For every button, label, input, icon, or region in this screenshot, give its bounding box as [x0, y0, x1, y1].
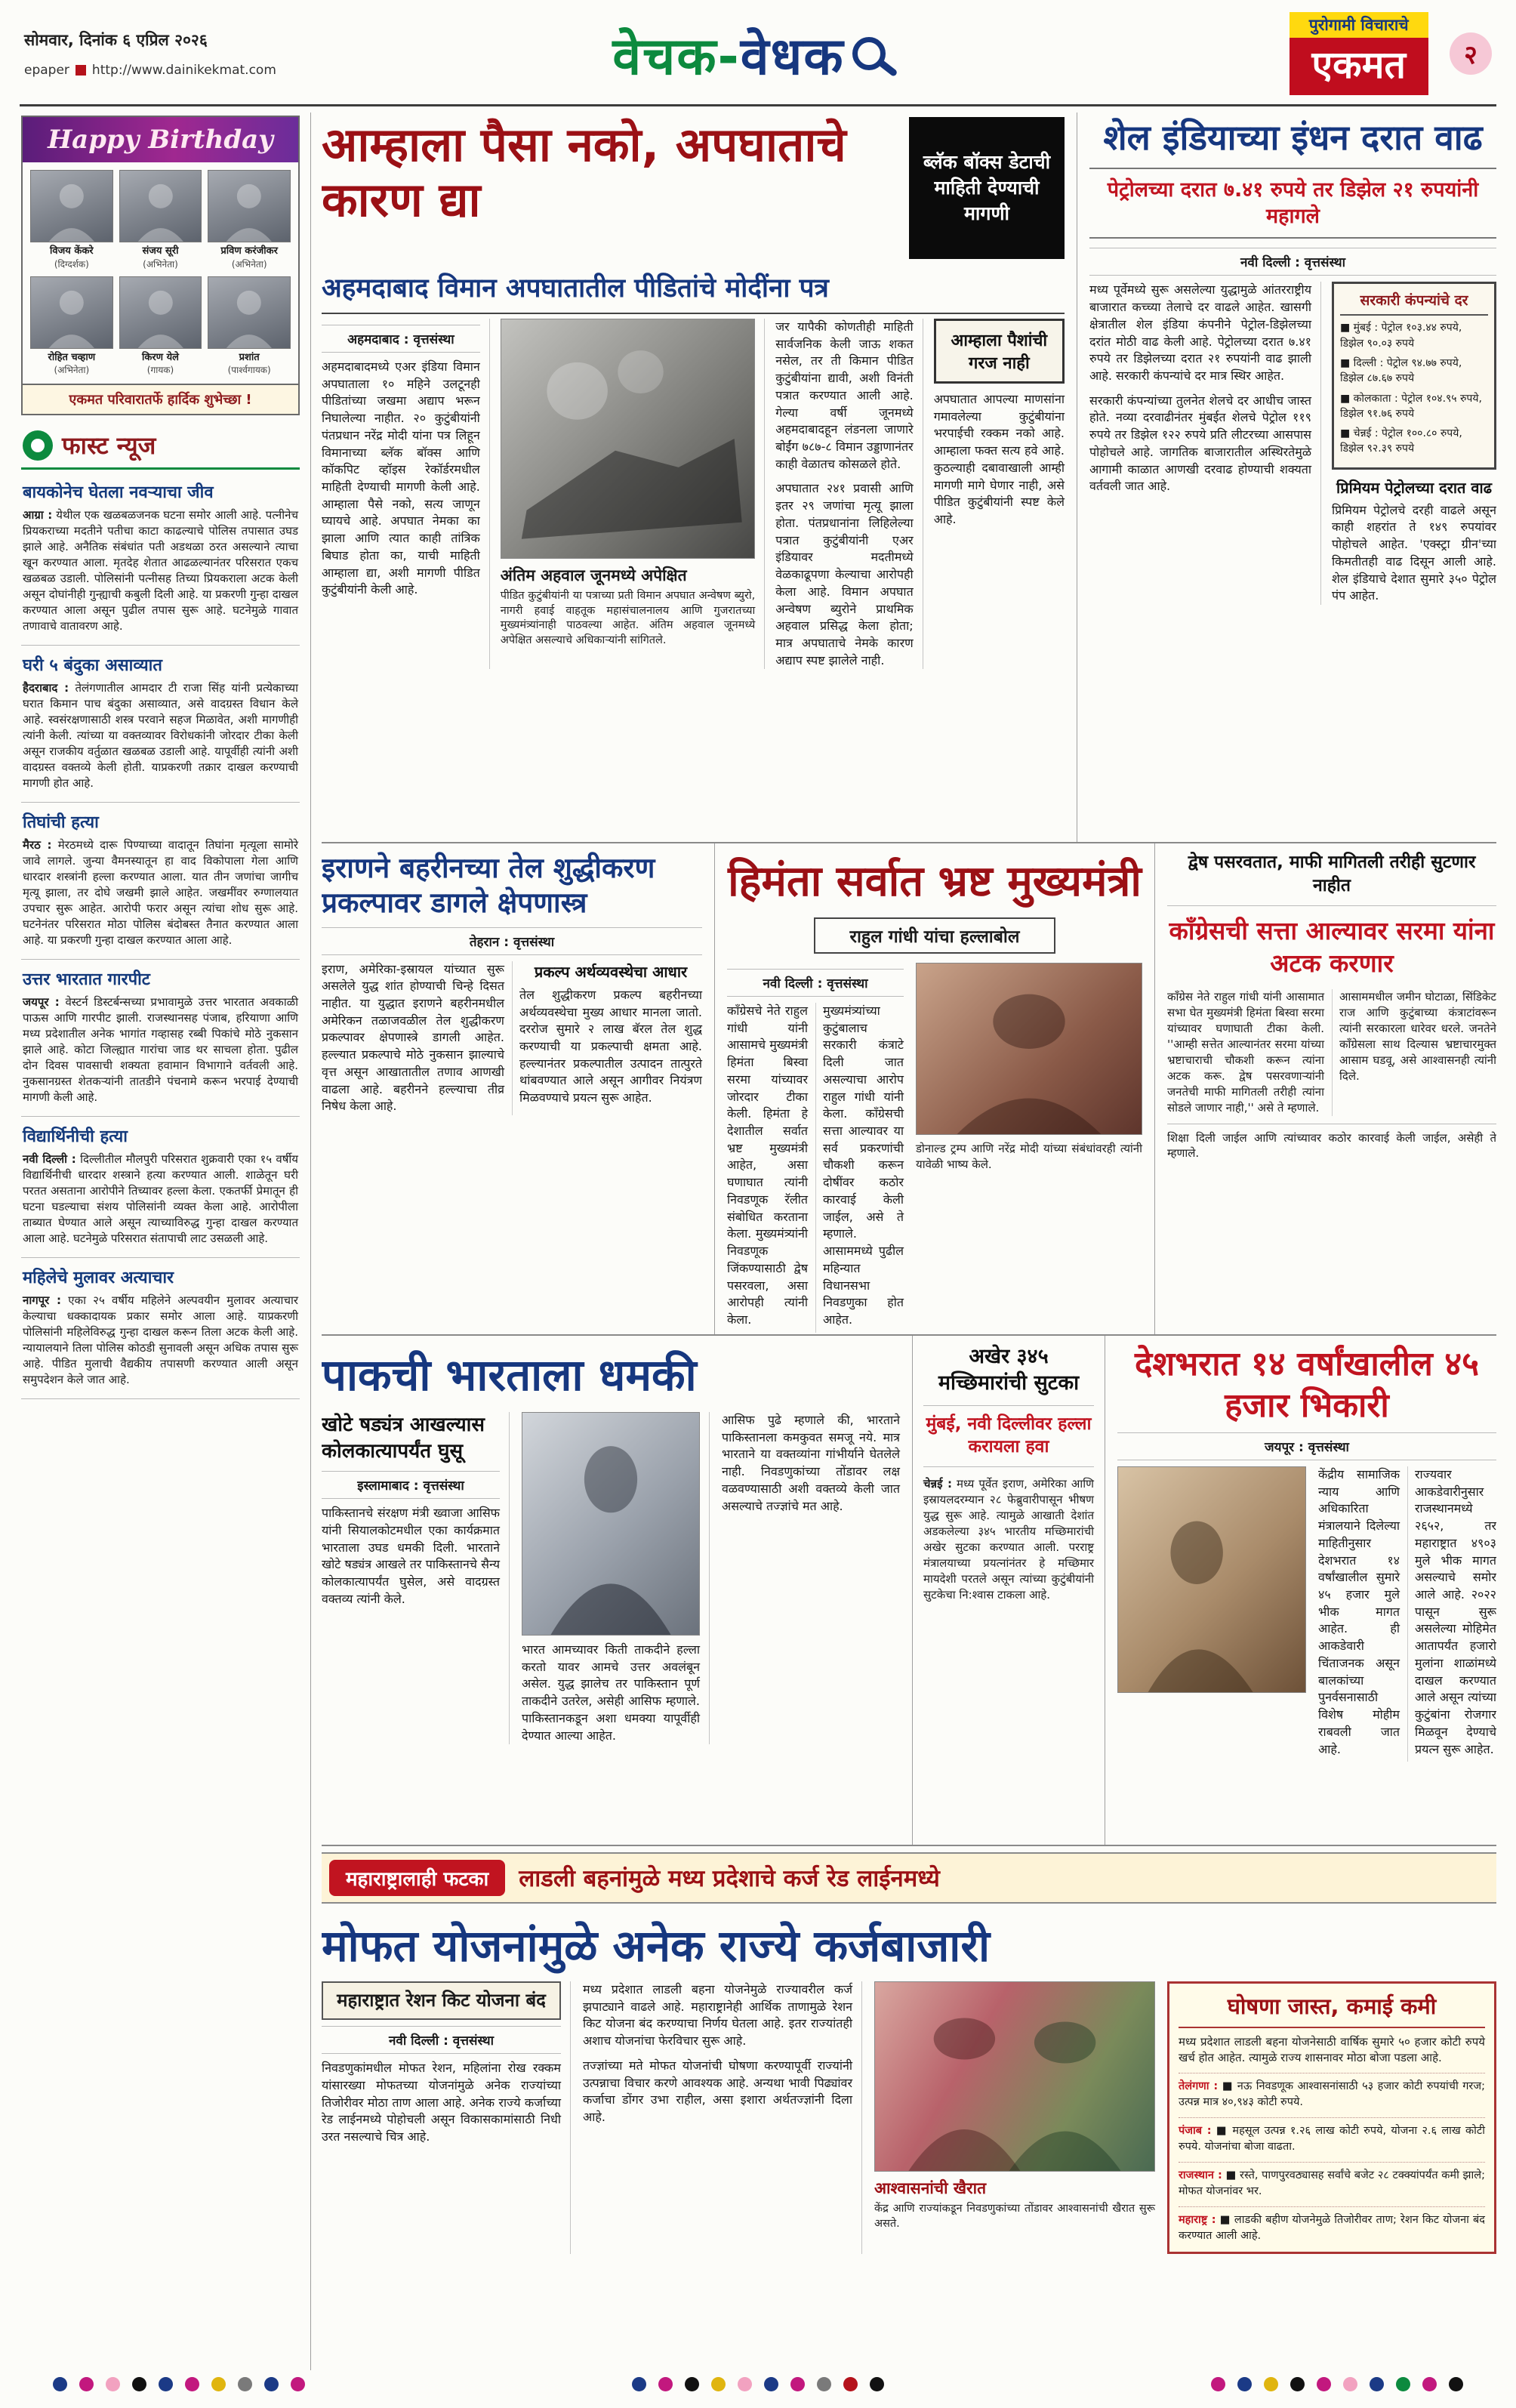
- print-registration-dots: [0, 2377, 1516, 2391]
- state-detail: ■ महसूल उत्पन्न १.२६ लाख कोटी रुपये, योजना २.६ लाख कोटी रुपये. योजनांचा बोजा वाढता.: [1179, 2125, 1485, 2154]
- announcements-box: [1167, 1981, 1496, 2254]
- person-role: (अभिनेता): [143, 258, 178, 270]
- ration-kit-subhead: महाराष्ट्रात रेशन किट योजना बंद: [322, 1981, 561, 2020]
- lead-photo-caption: पीडित कुटुंबीयांनी या पत्राच्या प्रती विमान अपघात अन्वेषण ब्युरो, नागरी हवाई वाहतूक महासंचालनालय आणि गुजरातच्या मुख्यमंत्र्यांनाही पाठवल्या आहेत. अंतिम अहवाल जूनमध्ये अपेक्षित असल्याचे अधिकाऱ्यांनी सांगितले.: [500, 590, 756, 646]
- fast-news-item: [21, 803, 300, 960]
- himanta-photo-note: डोनाल्ड ट्रम्प आणि नरेंद्र मोदी यांच्या संबंधांवरही त्यांनी यावेळी भाष्य केले.: [916, 1142, 1142, 1171]
- person-photo: [208, 170, 291, 242]
- person-photo: [30, 276, 113, 349]
- fuel-subhead: पेट्रोलच्या दरात ७.४१ रुपये तर डिझेल २१ रुपयांनी महागले: [1089, 168, 1496, 239]
- schemes-photo-caption-title: आश्वासनांची खैरात: [874, 2179, 987, 2197]
- fuel-dateline: नवी दिल्ली : वृत्तसंस्था: [1089, 248, 1496, 276]
- birthday-photo-grid: [23, 162, 298, 384]
- himanta-kicker: राहुल गांधी यांचा हल्लाबोल: [814, 917, 1055, 954]
- child-beggars-story: [1105, 1336, 1496, 1845]
- pak-subhead: खोटे षड्यंत्र आखल्यास कोलकात्यापर्यंत घुसू: [322, 1414, 485, 1463]
- fast-news-dateline: मैरठ :: [23, 838, 52, 853]
- state-label: पंजाब :: [1179, 2125, 1212, 2138]
- band-top: [322, 113, 1496, 843]
- announcements-box-title: घोषणा जास्त, कमाई कमी: [1179, 1991, 1485, 2028]
- fast-news-item: [21, 646, 300, 803]
- beggars-dateline: जयपूर : वृत्तसंस्था: [1117, 1432, 1496, 1460]
- fishermen-headline: अखेर ३४५ मच्छिमारांची सुटका: [938, 1345, 1080, 1395]
- government-rates-box: [1332, 282, 1496, 469]
- sarma-headline: काँग्रेसची सत्ता आल्यावर सरमा यांना अटक करणार: [1169, 916, 1495, 978]
- dot-group-right: [1211, 2377, 1463, 2391]
- lead-photo-caption-title: अंतिम अहवाल जूनमध्ये अपेक्षित: [500, 566, 687, 584]
- lead-dateline: अहमदाबाद : वृत्तसंस्था: [322, 325, 480, 353]
- rate-line: ■ कोलकाता : पेट्रोल १०४.९५ रुपये, डिझेल ९१.७६ रुपये: [1340, 392, 1482, 420]
- issue-date: सोमवार, दिनांक ६ एप्रिल २०२६: [24, 31, 208, 49]
- beggars-headline: देशभरात १४ वर्षांखालील ४५ हजार भिकारी: [1135, 1345, 1479, 1425]
- left-sidebar: [20, 113, 311, 2370]
- person-role: (अभिनेता): [231, 258, 267, 270]
- person-photo: [30, 170, 113, 242]
- women-beneficiaries-photo: [874, 1981, 1155, 2172]
- beggars-paragraph: केंद्रीय सामाजिक न्याय आणि अधिकारिता मंत्रालयाने दिलेल्या माहितीनुसार देशभरात १४ वर्षांखालील सुमारे ४५ हजार मुले भीक मागत आहेत. ही आकडेवारी चिंताजनक असून बालकांच्या पुनर्वसनासाठी विशेष मोहीम राबवली जात आहे.: [1318, 1467, 1400, 1756]
- announcements-intro: मध्य प्रदेशात लाडली बहना योजनेसाठी वार्षिक सुमारे ५० हजार कोटी रुपये खर्च होत आहेत. त्यामुळे राज्य शासनावर मोठा बोजा पडला आहे.: [1179, 2035, 1485, 2064]
- lead-paragraph: अपघातात २४१ प्रवासी आणि इतर २९ जणांचा मृत्यू झाला होता. पंतप्रधानांना लिहिलेल्या पत्रात कुटुंबीयांनी एअर इंडियावर मदतीमध्ये वेळकाढूपणा केल्याचा आरोपही केला आहे. विमान अपघात अन्वेषण ब्युरोने प्राथमिक अहवाल प्रसिद्ध केला होता; मात्र अपघाताचे नेमके कारण अद्याप स्पष्ट झालेले नाही.: [775, 481, 914, 668]
- fast-news-dateline: नवी दिल्ली :: [23, 1152, 76, 1167]
- schemes-paragraph: तज्ज्ञांच्या मते मोफत योजनांची घोषणा करण्यापूर्वी राज्यांनी उत्पन्नाचा विचार करणे आवश्यक आहे. अन्यथा भावी पिढ्यांवर कर्जाचा डोंगर उभा राहील, असा इशारा अर्थतज्ज्ञांनी दिला आहे.: [583, 2058, 852, 2125]
- fuel-paragraph: प्रिमियम पेट्रोलचे दरही वाढले असून काही शहरांत ते १४९ रुपयांवर पोहोचले आहेत. 'एक्स्ट्रा ग्रीन'च्या किमतीतही वाढ दिसून आली आहे. शेल इंडियाचे देशात सुमारे ३५० पेट्रोल पंप आहेत.: [1332, 502, 1496, 603]
- iran-headline: इराणने बहरीनच्या तेल शुद्धीकरण प्रकल्पावर डागले क्षेपणास्त्र: [322, 852, 655, 920]
- iran-paragraph: इराण, अमेरिका-इस्रायल यांच्यात सुरू असलेले युद्ध शांत होण्याची चिन्हे दिसत नाहीत. या युद्धात इराणने बहरीनमधील अमेरिकन तळाजवळील तेल शुद्धीकरण प्रकल्पावर क्षेपणास्त्रे डागली आहेत. हल्ल्यात प्रकल्पाचे मोठे नुकसान झाल्याचे वृत्त असून आखातातील तणाव आणखी वाढला आहे. बहरीनने हल्ल्याचा तीव्र निषेध केला आहे.: [322, 961, 504, 1114]
- page-number-badge: २: [1450, 32, 1492, 75]
- fast-news-item: [21, 1117, 300, 1258]
- brand-tagline: पुरोगामी विचाराचे: [1290, 12, 1428, 38]
- rate-line: ■ दिल्ली : पेट्रोल ९४.७७ रुपये, डिझेल ८७.६७ रुपये: [1340, 356, 1462, 385]
- main-column: [311, 113, 1496, 2370]
- fast-news-headline: घरी ५ बंदुका असाव्यात: [23, 656, 162, 676]
- pak-headline: पाकची भारताला धमकी: [322, 1349, 697, 1401]
- fuel-crosshead: प्रिमियम पेट्रोलच्या दरात वाढ: [1336, 478, 1492, 497]
- fast-news-header: [21, 424, 300, 470]
- fast-news-icon: [23, 430, 53, 461]
- epaper-line: [24, 63, 349, 78]
- pak-paragraph: भारत आमच्यावर किती ताकदीने हल्ला करतो यावर आमचे उत्तर अवलंबून असेल. युद्ध झालेच तर पाकिस्तान पूर्ण ताकदीने उतरेल, असेही आसिफ म्हणाले. पाकिस्तानकडून अशा धमक्या यापूर्वीही देण्यात आल्या आहेत.: [522, 1642, 700, 1743]
- person-name: रोहित चव्हाण: [48, 351, 96, 363]
- masthead-part2: वेधक: [740, 26, 845, 87]
- epaper-label: epaper: [24, 63, 69, 78]
- sarma-arrest-story: [1155, 843, 1496, 1334]
- schemes-dateline: नवी दिल्ली : वृत्तसंस्था: [322, 2026, 561, 2054]
- birthday-person: [119, 276, 202, 377]
- epaper-icon: [75, 65, 86, 76]
- fast-news-body: येथील एक खळबळजनक घटना समोर आली आहे. पत्नीनेच प्रियकराच्या मदतीने पतीचा काटा काढल्याचे पोलिस तपासात उघड झाले आहे. अनैतिक संबंधांत पती अडथळा ठरत असल्याने त्याचा खून करण्यात आला. मृतदेह शेतात आढळल्यानंतर परिसरात एकच खळबळ उडाली. पोलिसांनी पत्नीसह तिच्या प्रियकराला अटक केली असून दोघांनीही गुन्ह्याची कबुली दिली आहे. या प्रकरणी गुन्हा दाखल करण्यात आला असून पुढील तपास सुरू आहे. घटनेमुळे गावात तणावाचे वातावरण आहे.: [23, 508, 298, 634]
- child-photo: [1117, 1466, 1306, 1693]
- page-content: [20, 113, 1496, 2370]
- dot-group-center: [632, 2377, 884, 2391]
- fast-news-title: फास्ट न्यूज: [62, 431, 156, 461]
- fast-news-dateline: नागपूर :: [23, 1293, 61, 1308]
- section-masthead: [612, 19, 903, 89]
- sarma-paragraph: आसाममधील जमीन घोटाळा, सिंडिकेट राज आणि कुटुंबाच्या कंत्राटांवरून त्यांनी सरकारला धारेवर धरले. जनतेने काँग्रेसला साथ दिल्यास भ्रष्टाचारमुक्त आसाम घडवू, असे आश्वासनही त्यांनी दिले.: [1339, 989, 1496, 1083]
- iran-paragraph: तेल शुद्धीकरण प्रकल्प बहरीनच्या अर्थव्यवस्थेचा मुख्य आधार मानला जातो. दररोज सुमारे २ लाख बॅरल तेल शुद्ध करण्याची या प्रकल्पाची क्षमता आहे. हल्ल्यानंतर प्रकल्पातील उत्पादन तात्पुरते थांबवण्यात आले असून आगीवर नियंत्रण मिळवण्याचे प्रयत्न सुरू आहेत.: [519, 987, 702, 1105]
- fast-news-body: वेस्टर्न डिस्टर्बन्सच्या प्रभावामुळे उत्तर भारतात अवकाळी पाऊस आणि गारपीट झाली. राजस्थानसह पंजाब, हरियाणा आणि मध्य प्रदेशातील अनेक भागांत गव्हासह रब्बी पिकांचे मोठे नुकसान झाले आहे. कोटा जिल्ह्यात गारांचा जाड थर साचला होता. पुढील दोन दिवस पावसाची शक्यता हवामान विभागाने वर्तवली आहे. नुकसानग्रस्त शेतकऱ्यांनी तातडीने पंचनामे करून भरपाई देण्याची मागणी केली आहे.: [23, 995, 298, 1105]
- birthday-box: [21, 116, 300, 415]
- person-photo: [208, 276, 291, 349]
- fast-news-item: [21, 1258, 300, 1399]
- fast-news-headline: विद्यार्थिनीची हत्या: [23, 1127, 128, 1147]
- person-name: विजय केंकरे: [50, 245, 94, 257]
- fuel-headline: शेल इंडियाच्या इंधन दरात वाढ: [1103, 117, 1483, 158]
- person-role: (अभिनेता): [54, 365, 90, 376]
- fishermen-release-story: [912, 1336, 1105, 1845]
- brand-name: एकमत: [1290, 38, 1428, 95]
- himanta-headline: हिमंता सर्वात भ्रष्ट मुख्यमंत्री: [728, 857, 1142, 906]
- pakistan-threat-story: [322, 1336, 912, 1845]
- birthday-person: [208, 170, 291, 270]
- fishermen-dateline: चेन्नई :: [923, 1476, 952, 1491]
- person-role: (पार्श्वगायक): [227, 365, 271, 376]
- page-header: [20, 8, 1496, 106]
- fast-news-headline: तिघांची हत्या: [23, 813, 99, 833]
- rate-line: ■ मुंबई : पेट्रोल १०३.४४ रुपये, डिझेल ९०.०३ रुपये: [1340, 322, 1462, 350]
- pak-pull-quote: मुंबई, नवी दिल्लीवर हल्ला करायला हवा: [923, 1405, 1094, 1467]
- rate-line: ■ चेन्नई : पेट्रोल १००.८० रुपये, डिझेल ९२.३९ रुपये: [1340, 427, 1462, 455]
- black-box-demand: ब्लॅक बॉक्स डेटाची माहिती देण्याची मागणी: [909, 117, 1065, 259]
- schemes-strip-text: लाडली बहनांमुळे मध्य प्रदेशाचे कर्ज रेड लाईनमध्ये: [519, 1865, 940, 1892]
- crash-photo: [501, 319, 755, 559]
- birthday-person: [30, 170, 113, 270]
- fast-news-body: तेलंगणातील आमदार टी राजा सिंह यांनी प्रत्येकाच्या घरात किमान पाच बंदुका असाव्यात, असे वादग्रस्त विधान केले आहे. स्वसंरक्षणासाठी शस्त्र परवाने सहज मिळावेत, अशी मागणीही त्यांनी केली. त्यांच्या या वक्तव्यावर विरोधकांनी जोरदार टीका केली असून राजकीय वर्तुळात खळबळ उडाली आहे. यापूर्वीही त्यांनी अशी वादग्रस्त वक्तव्ये केली होती. याप्रकरणी तक्रार दाखल करण्याची मागणी होत आहे.: [23, 681, 298, 791]
- himanta-paragraph: मुख्यमंत्र्यांच्या कुटुंबालाच सरकारी कंत्राटे दिली जात असल्याचा आरोप राहुल गांधी यांनी केला. काँग्रेसची सत्ता आल्यावर या सर्व प्रकरणांची चौकशी करून दोषींवर कठोर कारवाई केली जाईल, असे ते म्हणाले. आसाममध्ये पुढील महिन्यात विधानसभा निवडणुका होत आहेत.: [823, 1004, 904, 1327]
- fuel-paragraph: सरकारी कंपन्यांच्या तुलनेत शेलचे दर आधीच जास्त होते. नव्या दरवाढीनंतर मुंबईत शेलचे पेट्रोल ११९ रुपये तर डिझेल १२२ रुपये प्रति लीटरच्या आसपास पोहोचले आहे. जागतिक बाजारातील अस्थिरतेमुळे आगामी काळात आणखी दरवाढ होण्याची शक्यता वर्तवली जात आहे.: [1089, 393, 1311, 494]
- fast-news-dateline: आग्रा :: [23, 508, 53, 523]
- schemes-paragraph: निवडणुकांमधील मोफत रेशन, महिलांना रोख रक्कम यांसारख्या मोफतच्या योजनांमुळे अनेक राज्यांच्या तिजोरीवर मोठा ताण आला आहे. अनेक राज्ये कर्जाच्या रेड लाईनमध्ये पोहोचली असून विकासकामांसाठी निधी उरत नसल्याचे चित्र आहे.: [322, 2061, 561, 2144]
- person-name: प्रशांत: [239, 351, 260, 363]
- fast-news-headline: उत्तर भारतात गारपीट: [23, 970, 150, 990]
- himanta-dateline: नवी दिल्ली : वृत्तसंस्था: [727, 969, 904, 997]
- person-role: (गायक): [146, 365, 174, 376]
- rates-box-title: सरकारी कंपन्यांचे दर: [1340, 290, 1488, 316]
- fuel-paragraph: मध्य पूर्वेमध्ये सुरू असलेल्या युद्धामुळे आंतरराष्ट्रीय बाजारात कच्च्या तेलाचे दर वाढले आहेत. खासगी क्षेत्रातील शेल इंडिया कंपनीने पेट्रोल-डिझेलच्या दरांत मोठी वाढ केली आहे. पेट्रोलच्या दरात ७.४१ रुपये तर डिझेलच्या दरात २१ रुपयांनी वाढ झाली आहे. सरकारी कंपन्यांचे दर मात्र स्थिर आहेत.: [1089, 282, 1311, 383]
- fast-news-headline: महिलेचे मुलावर अत्याचार: [23, 1269, 174, 1288]
- pak-paragraph: पाकिस्तानचे संरक्षण मंत्री ख्वाजा आसिफ यांनी सियालकोटमधील एका कार्यक्रमात भारताला उघड धमकी दिली. भारताने खोटे षड्यंत्र आखले तर पाकिस्तानचे सैन्य कोलकात्यापर्यंत घुसेल, असे वादग्रस्त वक्तव्य त्यांनी केले.: [322, 1506, 500, 1606]
- dot-group-left: [53, 2377, 305, 2391]
- himanta-paragraph: काँग्रेसचे नेते राहुल गांधी यांनी आसामचे मुख्यमंत्री हिमंता बिस्वा सरमा यांच्यावर जोरदार टीका केली. हिमंता हे देशातील सर्वात भ्रष्ट मुख्यमंत्री आहेत, असा घणाघात त्यांनी निवडणूक रॅलीत संबोधित करताना केला. मुख्यमंत्र्यांनी निवडणूक जिंकण्यासाठी द्वेष पसरवला, असा आरोपही त्यांनी केला.: [727, 1004, 808, 1327]
- state-label: तेलंगणा :: [1179, 2080, 1219, 2092]
- birthday-person: [119, 170, 202, 270]
- lead-paragraph: अहमदाबादमध्ये एअर इंडिया विमान अपघाताला १० महिने उलटूनही पीडितांच्या जखमा अद्याप भरून निघालेल्या नाहीत. २० कुटुंबीयांनी पंतप्रधान नरेंद्र मोदी यांना पत्र लिहून विमानाच्या ब्लॅक बॉक्स आणि कॉकपिट व्हॉइस रेकॉर्डरमधील माहिती देण्याची मागणी केली आहे. आम्हाला पैसे नको, सत्य जाणून घ्यायचे आहे. अपघात नेमका का झाला आणि त्यात काही तांत्रिक बिघाड होता का, याची माहिती आम्हाला द्या, अशी मागणी पीडित कुटुंबीयांनी केली आहे.: [322, 359, 480, 597]
- band-middle: [322, 843, 1496, 1336]
- fast-news-dateline: हैदराबाद :: [23, 681, 69, 695]
- person-photo: [119, 276, 202, 349]
- lead-headline: आम्हाला पैसा नको, अपघाताचे कारण द्या: [322, 117, 846, 228]
- state-detail: ■ लाडकी बहीण योजनेमुळे तिजोरीवर ताण; रेशन किट योजना बंद करण्यात आली आहे.: [1179, 2214, 1485, 2243]
- schemes-headline: मोफत योजनांमुळे अनेक राज्ये कर्जबाजारी: [322, 1920, 991, 1972]
- masthead-part1: वेचक-: [612, 26, 741, 87]
- person-name: किरण येले: [142, 351, 179, 363]
- state-detail: ■ रस्ते, पाणपुरवठ्यासह सर्वांचे बजेट २८ टक्क्यांपर्यंत कमी झाले; मोफत योजनांवर भर.: [1179, 2169, 1485, 2198]
- newspaper-logo: [1290, 12, 1428, 95]
- person-photo: [119, 170, 202, 242]
- fast-news-body: दिल्लीतील मौलपुरी परिसरात शुक्रवारी एका १५ वर्षीय विद्यार्थिनीची धारदार शस्त्राने हत्या करण्यात आली. शाळेतून घरी परतत असताना आरोपीने तिच्यावर हल्ला केला. एकतर्फी प्रेमातून ही घटना घडल्याचा संशय पोलिसांनी व्यक्त केला आहे. आरोपीला ताब्यात घेण्यात आले असून त्याच्याविरुद्ध गुन्हा दाखल करण्यात आला आहे. घटनेमुळे परिसरात संतापाची लाट उसळली आहे.: [23, 1152, 298, 1246]
- birthday-person: [30, 276, 113, 377]
- brand-block: [1167, 12, 1492, 95]
- lead-sidebox-title: आम्हाला पैशांची गरज नाही: [934, 319, 1065, 384]
- pak-paragraph: आसिफ पुढे म्हणाले की, भारताने पाकिस्तानला कमकुवत समजू नये. मात्र भारताने या वक्तव्यांना गांभीर्याने घेतलेले नाही. निवडणुकांच्या तोंडावर लक्ष वळवण्यासाठी अशी वक्तव्ये केली जात असल्याचे तज्ज्ञांचे मत आहे.: [722, 1413, 900, 1513]
- birthday-footer: एकमत परिवारातर्फे हार्दिक शुभेच्छा !: [23, 384, 298, 414]
- sarma-paragraph: काँग्रेस नेते राहुल गांधी यांनी आसामात सभा घेत मुख्यमंत्री हिमंता बिस्वा सरमा यांच्यावर घणाघाती टीका केली. ''आम्ही सत्तेत आल्यानंतर सरमा यांच्या भ्रष्टाचाराची चौकशी करून त्यांना अटक करू. द्वेष पसरवणाऱ्यांनी जनतेची माफी मागितली तरीही त्यांना सोडले जाणार नाही,'' असे ते म्हणाले.: [1167, 989, 1324, 1115]
- person-role: (दिग्दर्शक): [54, 258, 89, 270]
- fast-news-item: [21, 473, 300, 646]
- schemes-photo-caption: केंद्र आणि राज्यांकडून निवडणुकांच्या तोंडावर आश्वासनांची खैरात सुरू असते.: [874, 2203, 1155, 2230]
- schemes-paragraph: मध्य प्रदेशात लाडली बहना योजनेमुळे राज्यावरील कर्ज झपाट्याने वाढले आहे. महाराष्ट्रानेही आर्थिक ताणामुळे रेशन किट योजना बंद करण्याचा निर्णय घेतला आहे. इतर राज्यांतही अशाच योजनांचा फेरविचार सुरू आहे.: [583, 1982, 852, 2049]
- band-bottom: [322, 1846, 1496, 2370]
- beggars-paragraph: राज्यवार आकडेवारीनुसार राजस्थानमध्ये २६५२, तर महाराष्ट्रात ४९०३ मुले भीक मागत असल्याचे समोर आले आहे. २०२२ पासून सुरू असलेल्या मोहिमेत आतापर्यंत हजारो मुलांना शाळांमध्ये दाखल करण्यात आले असून त्यांच्या कुटुंबांना रोजगार मिळवून देण्याचे प्रयत्न सुरू आहेत.: [1415, 1467, 1496, 1756]
- lead-story: [322, 113, 1077, 842]
- epaper-url-link[interactable]: http://www.dainikekmat.com: [91, 63, 276, 78]
- schemes-strip-label: महाराष्ट्रालाही फटका: [329, 1860, 505, 1896]
- fast-news-body: एका २५ वर्षीय महिलेने अल्पवयीन मुलावर अत्याचार केल्याचा धक्कादायक प्रकार समोर आला आहे. याप्रकरणी पोलिसांनी महिलेविरुद्ध गुन्हा दाखल करून तिला अटक केली आहे. न्यायालयाने तिला पोलिस कोठडी सुनावली असून अधिक तपास सुरू आहे. पीडित मुलाची वैद्यकीय तपासणी करण्यात आली असून समुपदेशन केले जात आहे.: [23, 1293, 298, 1387]
- lead-subhead: अहमदाबाद विमान अपघातातील पीडितांचे मोदींना पत्र: [322, 270, 1065, 314]
- lead-sidebox-body: अपघातात आपल्या माणसांना गमावलेल्या कुटुंबीयांना भरपाईची रक्कम नको आहे. आम्हाला फक्त सत्य हवे आहे. कुठल्याही दबावाखाली आम्ही मागणी मागे घेणार नाही, असे पीडित कुटुंबीयांनी स्पष्ट केले आहे.: [933, 392, 1065, 527]
- state-detail: ■ नऊ निवडणूक आश्वासनांसाठी ५३ हजार कोटी रुपयांची गरज; उत्पन्न मात्र ४०,९४३ कोटी रुपये.: [1179, 2080, 1485, 2109]
- defence-minister-photo: [522, 1412, 700, 1636]
- band-lower: [322, 1336, 1496, 1846]
- state-label: राजस्थान :: [1179, 2169, 1222, 2182]
- fast-news-headline: बायकोनेच घेतला नवऱ्याचा जीव: [23, 483, 214, 503]
- date-block: [24, 29, 349, 78]
- sarma-footnote: शिक्षा दिली जाईल आणि त्यांच्यावर कठोर कारवाई केली जाईल, असेही ते म्हणाले.: [1167, 1124, 1496, 1161]
- fast-news-body: मेरठमध्ये दारू पिण्याच्या वादातून तिघांना मृत्यूला सामोरे जावे लागले. जुन्या वैमनस्यातून हा वाद विकोपाला गेला आणि धारदार शस्त्रांनी हल्ला करण्यात आला. यात तीन जणांचा जागीच मृत्यू झाला, तर दोघे जखमी झाले आहेत. जखमींवर रुग्णालयात उपचार सुरू आहेत. आरोपी फरार असून त्यांचा शोध सुरू आहे. घटनेनंतर परिसरात मोठा पोलिस बंदोबस्त तैनात करण्यात आला आहे. या प्रकरणी गुन्हा दाखल करण्यात आला आहे.: [23, 838, 298, 948]
- fast-news-item: [21, 960, 300, 1117]
- iran-crosshead: प्रकल्प अर्थव्यवस्थेचा आधार: [534, 962, 688, 981]
- birthday-title: Happy Birthday: [23, 117, 298, 162]
- iran-dateline: तेहरान : वृत्तसंस्था: [322, 927, 702, 955]
- iran-missile-story: [322, 843, 714, 1334]
- rahul-gandhi-photo: [916, 963, 1142, 1135]
- lead-paragraph: जर यापैकी कोणतीही माहिती सार्वजनिक केली जाऊ शकत नसेल, तर ती किमान पीडित कुटुंबीयांना द्यावी, अशी विनंती पत्रात करण्यात आली आहे. गेल्या वर्षी जूनमध्ये अहमदाबादहून लंडनला जाणारे बोईंग ७८७-८ विमान उड्डाणानंतर काही वेळातच कोसळले होते.: [775, 319, 914, 471]
- schemes-strip: [322, 1852, 1496, 1904]
- fast-news-dateline: जयपूर :: [23, 995, 60, 1010]
- fuel-price-story: [1077, 113, 1496, 842]
- person-name: संजय सूरी: [142, 245, 179, 257]
- fishermen-body: मध्य पूर्वेत इराण, अमेरिका आणि इस्रायलदरम्यान २८ फेब्रुवारीपासून भीषण युद्ध सुरू आहे. त्यामुळे आखाती देशांत अडकलेल्या ३४५ भारतीय मच्छिमारांची अखेर सुटका करण्यात आली. परराष्ट्र मंत्रालयाच्या प्रयत्नांनंतर हे मच्छिमार मायदेशी परतले असून त्यांच्या कुटुंबीयांनी सुटकेचा नि:श्वास टाकला आहे.: [923, 1476, 1094, 1602]
- state-label: महाराष्ट्र :: [1179, 2214, 1216, 2227]
- birthday-person: [208, 276, 291, 377]
- magnifier-icon: [852, 37, 886, 70]
- sarma-tophead: द्वेष पसरवतात, माफी मागितली तरीही सुटणार नाहीत: [1167, 851, 1496, 906]
- person-name: प्रविण करंजीकर: [220, 245, 278, 257]
- himanta-story: [714, 843, 1155, 1334]
- pak-dateline: इस्लामाबाद : वृत्तसंस्था: [322, 1471, 500, 1499]
